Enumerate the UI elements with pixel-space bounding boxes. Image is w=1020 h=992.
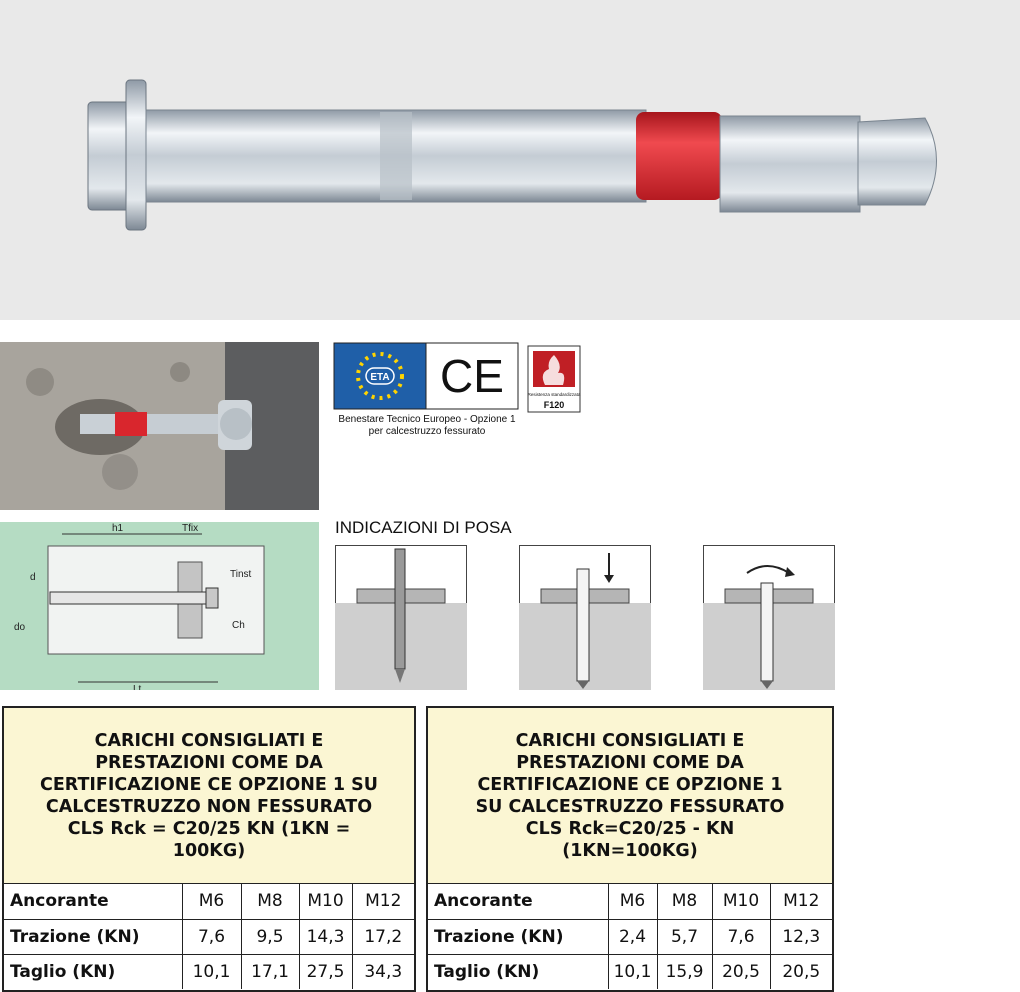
table-title-line: CLS Rck=C20/25 - KN — [525, 818, 735, 839]
row-label: Trazione (KN) — [4, 919, 182, 954]
table-cell: 20,5 — [782, 961, 821, 982]
dim-lt: Lt — [133, 684, 142, 690]
table-title-line: CARICHI CONSIGLIATI E — [94, 730, 324, 751]
dim-h1: h1 — [112, 523, 124, 534]
table-cell: 9,5 — [241, 919, 299, 954]
dimension-diagram — [0, 522, 319, 690]
table-row — [428, 954, 832, 989]
table-row — [4, 954, 414, 989]
table-cell: 5,7 — [657, 919, 712, 954]
table-title-line: (1KN=100KG) — [562, 840, 698, 861]
table-title-line: CLS Rck = C20/25 KN (1KN = — [67, 818, 351, 839]
table-row — [428, 919, 832, 954]
installed-anchor-photo — [0, 342, 319, 510]
dim-tfix: Tfix — [182, 523, 199, 534]
table-header-row — [428, 884, 832, 919]
table-cell: 27,5 — [299, 954, 352, 989]
certification-logos — [333, 342, 521, 412]
table-cell: 7,6 — [712, 919, 770, 954]
anchor-bolt-illustration — [0, 0, 1020, 320]
header-cell: M10 — [299, 884, 352, 919]
header-cell: Ancorante — [428, 884, 608, 919]
load-table-non-cracked — [2, 706, 416, 992]
row-label: Taglio (KN) — [428, 954, 608, 989]
installation-step-tighten — [703, 545, 835, 690]
table-cell: 15,9 — [657, 954, 712, 989]
table-header-row — [4, 884, 414, 919]
product-photo — [0, 0, 1020, 320]
table-cell: 12,3 — [770, 919, 832, 954]
table-title-line: CARICHI CONSIGLIATI E — [515, 730, 745, 751]
load-table-cracked — [426, 706, 834, 992]
installation-step-drill — [335, 545, 467, 690]
table-cell: 10,1 — [608, 954, 657, 989]
table-title — [428, 708, 832, 884]
dim-do: do — [14, 622, 26, 633]
fire-rating-text: Resistenza standardizzata — [527, 392, 581, 397]
table-title-line: CALCESTRUZZO NON FESSURATO — [45, 796, 373, 817]
table-cell: 14,3 — [299, 919, 352, 954]
table-title-line: 100KG) — [172, 840, 246, 861]
dim-tinst: Tinst — [230, 569, 252, 580]
header-cell: M8 — [657, 884, 712, 919]
load-table-data — [4, 884, 414, 989]
header-cell: M10 — [712, 884, 770, 919]
installation-title: INDICAZIONI DI POSA — [335, 518, 512, 537]
table-cell: 7,6 — [182, 919, 241, 954]
table-title-line: CERTIFICAZIONE CE OPZIONE 1 — [477, 774, 783, 795]
header-cell: M12 — [352, 884, 414, 919]
installation-step-insert — [519, 545, 651, 690]
header-cell: Ancorante — [4, 884, 182, 919]
table-title-line: PRESTAZIONI COME DA — [95, 752, 323, 773]
table-cell: 20,5 — [712, 954, 770, 989]
table-cell: 10,1 — [182, 954, 241, 989]
certification-caption: Benestare Tecnico Europeo - Opzione 1 per calcestruzzo fessurato — [338, 414, 516, 437]
table-cell: 34,3 — [364, 961, 403, 982]
table-title-line: SU CALCESTRUZZO FESSURATO — [475, 796, 785, 817]
table-title-line: CERTIFICAZIONE CE OPZIONE 1 SU — [39, 774, 378, 795]
concrete-wall-illustration — [0, 342, 319, 510]
header-cell: M6 — [608, 884, 657, 919]
eta-logo-text: ETA — [370, 372, 390, 383]
load-table-data — [428, 884, 832, 989]
dim-ch: Ch — [232, 620, 245, 631]
row-label: Trazione (KN) — [428, 919, 608, 954]
table-title — [4, 708, 414, 884]
fire-rating-badge — [527, 345, 581, 413]
header-cell: M8 — [241, 884, 299, 919]
fire-rating-label: F120 — [543, 400, 565, 410]
ce-mark-text: CE — [440, 350, 504, 402]
header-cell: M6 — [182, 884, 241, 919]
row-label: Taglio (KN) — [4, 954, 182, 989]
dim-d: d — [30, 572, 36, 583]
table-cell: 17,1 — [241, 954, 299, 989]
table-row — [4, 919, 414, 954]
table-cell: 17,2 — [352, 919, 414, 954]
header-cell: M12 — [770, 884, 832, 919]
table-title-line: PRESTAZIONI COME DA — [516, 752, 744, 773]
table-cell: 2,4 — [608, 919, 657, 954]
